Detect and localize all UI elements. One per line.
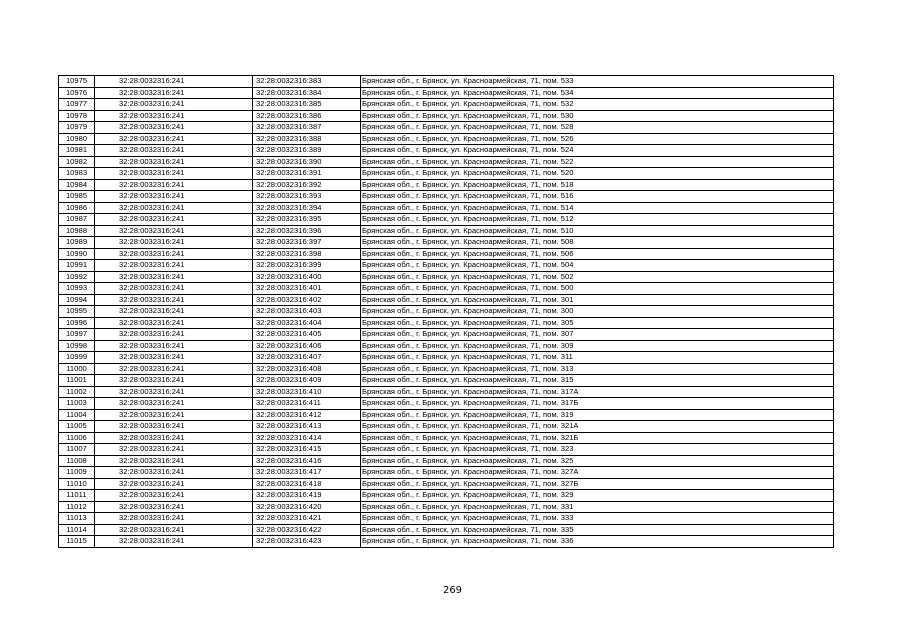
cadastral-number-cell: 32:28:0032316:392 [253, 179, 361, 191]
cadastral-number-cell: 32:28:0032316:387 [253, 122, 361, 134]
row-number-cell: 11002 [59, 386, 95, 398]
table-row [59, 444, 834, 456]
row-number-cell: 11004 [59, 409, 95, 421]
parent-cadastral-number-cell: 32:28:0032316:241 [95, 513, 253, 525]
row-number-cell: 10999 [59, 352, 95, 364]
parent-cadastral-number-cell: 32:28:0032316:241 [95, 202, 253, 214]
row-number-cell: 11001 [59, 375, 95, 387]
cadastral-number-cell: 32:28:0032316:410 [253, 386, 361, 398]
parent-cadastral-number-cell: 32:28:0032316:241 [95, 87, 253, 99]
row-number-cell: 10989 [59, 237, 95, 249]
address-cell: Брянская обл., г. Брянск, ул. Красноармейская, 71, пом. 522 [361, 156, 834, 168]
address-cell: Брянская обл., г. Брянск, ул. Красноармейская, 71, пом. 504 [361, 260, 834, 272]
parent-cadastral-number-cell: 32:28:0032316:241 [95, 248, 253, 260]
table-row [59, 352, 834, 364]
parent-cadastral-number-cell: 32:28:0032316:241 [95, 375, 253, 387]
cadastral-number-cell: 32:28:0032316:397 [253, 237, 361, 249]
address-cell: Брянская обл., г. Брянск, ул. Красноармейская, 71, пом. 317А [361, 386, 834, 398]
parent-cadastral-number-cell: 32:28:0032316:241 [95, 444, 253, 456]
parent-cadastral-number-cell: 32:28:0032316:241 [95, 306, 253, 318]
row-number-cell: 10993 [59, 283, 95, 295]
table-row [59, 191, 834, 203]
table-row [59, 294, 834, 306]
address-cell: Брянская обл., г. Брянск, ул. Красноармейская, 71, пом. 506 [361, 248, 834, 260]
address-cell: Брянская обл., г. Брянск, ул. Красноармейская, 71, пом. 329 [361, 490, 834, 502]
address-cell: Брянская обл., г. Брянск, ул. Красноармейская, 71, пом. 533 [361, 76, 834, 88]
parent-cadastral-number-cell: 32:28:0032316:241 [95, 398, 253, 410]
table-row [59, 283, 834, 295]
address-cell: Брянская обл., г. Брянск, ул. Красноармейская, 71, пом. 335 [361, 524, 834, 536]
row-number-cell: 10996 [59, 317, 95, 329]
cadastral-number-cell: 32:28:0032316:398 [253, 248, 361, 260]
parent-cadastral-number-cell: 32:28:0032316:241 [95, 168, 253, 180]
cadastral-number-cell: 32:28:0032316:403 [253, 306, 361, 318]
cadastral-number-cell: 32:28:0032316:405 [253, 329, 361, 341]
row-number-cell: 10983 [59, 168, 95, 180]
row-number-cell: 10985 [59, 191, 95, 203]
table-row [59, 87, 834, 99]
cadastral-number-cell: 32:28:0032316:383 [253, 76, 361, 88]
cadastral-number-cell: 32:28:0032316:411 [253, 398, 361, 410]
cadastral-number-cell: 32:28:0032316:390 [253, 156, 361, 168]
address-cell: Брянская обл., г. Брянск, ул. Красноармейская, 71, пом. 327А [361, 467, 834, 479]
parent-cadastral-number-cell: 32:28:0032316:241 [95, 421, 253, 433]
address-cell: Брянская обл., г. Брянск, ул. Красноармейская, 71, пом. 520 [361, 168, 834, 180]
table-row [59, 536, 834, 548]
parent-cadastral-number-cell: 32:28:0032316:241 [95, 122, 253, 134]
table-row [59, 76, 834, 88]
parent-cadastral-number-cell: 32:28:0032316:241 [95, 490, 253, 502]
cadastral-number-cell: 32:28:0032316:400 [253, 271, 361, 283]
cadastral-number-cell: 32:28:0032316:419 [253, 490, 361, 502]
cadastral-number-cell: 32:28:0032316:408 [253, 363, 361, 375]
row-number-cell: 11007 [59, 444, 95, 456]
parent-cadastral-number-cell: 32:28:0032316:241 [95, 455, 253, 467]
address-cell: Брянская обл., г. Брянск, ул. Красноармейская, 71, пом. 508 [361, 237, 834, 249]
registry-table [58, 75, 834, 548]
address-cell: Брянская обл., г. Брянск, ул. Красноармейская, 71, пом. 325 [361, 455, 834, 467]
row-number-cell: 10981 [59, 145, 95, 157]
table-row [59, 271, 834, 283]
table-row [59, 398, 834, 410]
table-row [59, 179, 834, 191]
table-row [59, 490, 834, 502]
cadastral-number-cell: 32:28:0032316:416 [253, 455, 361, 467]
cadastral-number-cell: 32:28:0032316:401 [253, 283, 361, 295]
row-number-cell: 10998 [59, 340, 95, 352]
cadastral-number-cell: 32:28:0032316:395 [253, 214, 361, 226]
row-number-cell: 10987 [59, 214, 95, 226]
table-row [59, 306, 834, 318]
table-row [59, 409, 834, 421]
cadastral-number-cell: 32:28:0032316:422 [253, 524, 361, 536]
row-number-cell: 11003 [59, 398, 95, 410]
row-number-cell: 11006 [59, 432, 95, 444]
row-number-cell: 10977 [59, 99, 95, 111]
table-row [59, 329, 834, 341]
parent-cadastral-number-cell: 32:28:0032316:241 [95, 283, 253, 295]
address-cell: Брянская обл., г. Брянск, ул. Красноармейская, 71, пом. 313 [361, 363, 834, 375]
table-row [59, 363, 834, 375]
parent-cadastral-number-cell: 32:28:0032316:241 [95, 156, 253, 168]
row-number-cell: 10984 [59, 179, 95, 191]
parent-cadastral-number-cell: 32:28:0032316:241 [95, 409, 253, 421]
row-number-cell: 10979 [59, 122, 95, 134]
table-row [59, 478, 834, 490]
row-number-cell: 10991 [59, 260, 95, 272]
row-number-cell: 11015 [59, 536, 95, 548]
cadastral-number-cell: 32:28:0032316:402 [253, 294, 361, 306]
row-number-cell: 10988 [59, 225, 95, 237]
parent-cadastral-number-cell: 32:28:0032316:241 [95, 225, 253, 237]
registry-table-body [59, 76, 834, 548]
row-number-cell: 11008 [59, 455, 95, 467]
table-row [59, 386, 834, 398]
address-cell: Брянская обл., г. Брянск, ул. Красноармейская, 71, пом. 530 [361, 110, 834, 122]
cadastral-number-cell: 32:28:0032316:394 [253, 202, 361, 214]
parent-cadastral-number-cell: 32:28:0032316:241 [95, 214, 253, 226]
parent-cadastral-number-cell: 32:28:0032316:241 [95, 260, 253, 272]
cadastral-number-cell: 32:28:0032316:418 [253, 478, 361, 490]
table-row [59, 455, 834, 467]
address-cell: Брянская обл., г. Брянск, ул. Красноармейская, 71, пом. 534 [361, 87, 834, 99]
address-cell: Брянская обл., г. Брянск, ул. Красноармейская, 71, пом. 323 [361, 444, 834, 456]
row-number-cell: 11013 [59, 513, 95, 525]
address-cell: Брянская обл., г. Брянск, ул. Красноармейская, 71, пом. 502 [361, 271, 834, 283]
parent-cadastral-number-cell: 32:28:0032316:241 [95, 110, 253, 122]
row-number-cell: 11005 [59, 421, 95, 433]
cadastral-number-cell: 32:28:0032316:384 [253, 87, 361, 99]
parent-cadastral-number-cell: 32:28:0032316:241 [95, 179, 253, 191]
table-row [59, 513, 834, 525]
parent-cadastral-number-cell: 32:28:0032316:241 [95, 467, 253, 479]
table-row [59, 214, 834, 226]
table-row [59, 501, 834, 513]
cadastral-number-cell: 32:28:0032316:388 [253, 133, 361, 145]
address-cell: Брянская обл., г. Брянск, ул. Красноармейская, 71, пом. 528 [361, 122, 834, 134]
table-row [59, 122, 834, 134]
address-cell: Брянская обл., г. Брянск, ул. Красноармейская, 71, пом. 315 [361, 375, 834, 387]
cadastral-number-cell: 32:28:0032316:386 [253, 110, 361, 122]
row-number-cell: 10995 [59, 306, 95, 318]
row-number-cell: 10997 [59, 329, 95, 341]
table-row [59, 237, 834, 249]
cadastral-number-cell: 32:28:0032316:417 [253, 467, 361, 479]
table-row [59, 110, 834, 122]
address-cell: Брянская обл., г. Брянск, ул. Красноармейская, 71, пом. 307 [361, 329, 834, 341]
address-cell: Брянская обл., г. Брянск, ул. Красноармейская, 71, пом. 526 [361, 133, 834, 145]
row-number-cell: 10982 [59, 156, 95, 168]
parent-cadastral-number-cell: 32:28:0032316:241 [95, 329, 253, 341]
row-number-cell: 11009 [59, 467, 95, 479]
parent-cadastral-number-cell: 32:28:0032316:241 [95, 294, 253, 306]
table-row [59, 317, 834, 329]
table-row [59, 133, 834, 145]
table-row [59, 432, 834, 444]
page-number: 269 [442, 585, 463, 596]
table-row [59, 156, 834, 168]
row-number-cell: 10994 [59, 294, 95, 306]
address-cell: Брянская обл., г. Брянск, ул. Красноармейская, 71, пом. 321Б [361, 432, 834, 444]
address-cell: Брянская обл., г. Брянск, ул. Красноармейская, 71, пом. 321А [361, 421, 834, 433]
parent-cadastral-number-cell: 32:28:0032316:241 [95, 501, 253, 513]
cadastral-number-cell: 32:28:0032316:412 [253, 409, 361, 421]
cadastral-number-cell: 32:28:0032316:413 [253, 421, 361, 433]
parent-cadastral-number-cell: 32:28:0032316:241 [95, 386, 253, 398]
row-number-cell: 10980 [59, 133, 95, 145]
address-cell: Брянская обл., г. Брянск, ул. Красноармейская, 71, пом. 301 [361, 294, 834, 306]
parent-cadastral-number-cell: 32:28:0032316:241 [95, 99, 253, 111]
table-row [59, 340, 834, 352]
address-cell: Брянская обл., г. Брянск, ул. Красноармейская, 71, пом. 317Б [361, 398, 834, 410]
cadastral-number-cell: 32:28:0032316:389 [253, 145, 361, 157]
row-number-cell: 11000 [59, 363, 95, 375]
table-row [59, 467, 834, 479]
parent-cadastral-number-cell: 32:28:0032316:241 [95, 271, 253, 283]
address-cell: Брянская обл., г. Брянск, ул. Красноармейская, 71, пом. 524 [361, 145, 834, 157]
parent-cadastral-number-cell: 32:28:0032316:241 [95, 352, 253, 364]
row-number-cell: 10976 [59, 87, 95, 99]
address-cell: Брянская обл., г. Брянск, ул. Красноармейская, 71, пом. 300 [361, 306, 834, 318]
address-cell: Брянская обл., г. Брянск, ул. Красноармейская, 71, пом. 500 [361, 283, 834, 295]
address-cell: Брянская обл., г. Брянск, ул. Красноармейская, 71, пом. 512 [361, 214, 834, 226]
parent-cadastral-number-cell: 32:28:0032316:241 [95, 317, 253, 329]
cadastral-number-cell: 32:28:0032316:414 [253, 432, 361, 444]
cadastral-number-cell: 32:28:0032316:391 [253, 168, 361, 180]
cadastral-number-cell: 32:28:0032316:393 [253, 191, 361, 203]
table-row [59, 145, 834, 157]
cadastral-number-cell: 32:28:0032316:421 [253, 513, 361, 525]
address-cell: Брянская обл., г. Брянск, ул. Красноармейская, 71, пом. 319 [361, 409, 834, 421]
row-number-cell: 11014 [59, 524, 95, 536]
cadastral-number-cell: 32:28:0032316:396 [253, 225, 361, 237]
row-number-cell: 10986 [59, 202, 95, 214]
cadastral-number-cell: 32:28:0032316:406 [253, 340, 361, 352]
table-row [59, 375, 834, 387]
parent-cadastral-number-cell: 32:28:0032316:241 [95, 340, 253, 352]
row-number-cell: 10990 [59, 248, 95, 260]
parent-cadastral-number-cell: 32:28:0032316:241 [95, 191, 253, 203]
row-number-cell: 10978 [59, 110, 95, 122]
parent-cadastral-number-cell: 32:28:0032316:241 [95, 478, 253, 490]
parent-cadastral-number-cell: 32:28:0032316:241 [95, 76, 253, 88]
parent-cadastral-number-cell: 32:28:0032316:241 [95, 133, 253, 145]
row-number-cell: 10992 [59, 271, 95, 283]
address-cell: Брянская обл., г. Брянск, ул. Красноармейская, 71, пом. 518 [361, 179, 834, 191]
cadastral-number-cell: 32:28:0032316:399 [253, 260, 361, 272]
parent-cadastral-number-cell: 32:28:0032316:241 [95, 432, 253, 444]
table-row [59, 524, 834, 536]
address-cell: Брянская обл., г. Брянск, ул. Красноармейская, 71, пом. 311 [361, 352, 834, 364]
row-number-cell: 11012 [59, 501, 95, 513]
table-row [59, 168, 834, 180]
table-row [59, 248, 834, 260]
row-number-cell: 11010 [59, 478, 95, 490]
cadastral-number-cell: 32:28:0032316:385 [253, 99, 361, 111]
row-number-cell: 10975 [59, 76, 95, 88]
address-cell: Брянская обл., г. Брянск, ул. Красноармейская, 71, пом. 336 [361, 536, 834, 548]
address-cell: Брянская обл., г. Брянск, ул. Красноармейская, 71, пом. 333 [361, 513, 834, 525]
parent-cadastral-number-cell: 32:28:0032316:241 [95, 524, 253, 536]
address-cell: Брянская обл., г. Брянск, ул. Красноармейская, 71, пом. 309 [361, 340, 834, 352]
address-cell: Брянская обл., г. Брянск, ул. Красноармейская, 71, пом. 305 [361, 317, 834, 329]
cadastral-number-cell: 32:28:0032316:407 [253, 352, 361, 364]
table-row [59, 260, 834, 272]
address-cell: Брянская обл., г. Брянск, ул. Красноармейская, 71, пом. 510 [361, 225, 834, 237]
address-cell: Брянская обл., г. Брянск, ул. Красноармейская, 71, пом. 532 [361, 99, 834, 111]
table-row [59, 421, 834, 433]
table-row [59, 99, 834, 111]
address-cell: Брянская обл., г. Брянск, ул. Красноармейская, 71, пом. 331 [361, 501, 834, 513]
cadastral-number-cell: 32:28:0032316:404 [253, 317, 361, 329]
row-number-cell: 11011 [59, 490, 95, 502]
parent-cadastral-number-cell: 32:28:0032316:241 [95, 145, 253, 157]
address-cell: Брянская обл., г. Брянск, ул. Красноармейская, 71, пом. 327Б [361, 478, 834, 490]
table-row [59, 225, 834, 237]
parent-cadastral-number-cell: 32:28:0032316:241 [95, 363, 253, 375]
cadastral-number-cell: 32:28:0032316:415 [253, 444, 361, 456]
cadastral-number-cell: 32:28:0032316:409 [253, 375, 361, 387]
parent-cadastral-number-cell: 32:28:0032316:241 [95, 536, 253, 548]
cadastral-number-cell: 32:28:0032316:420 [253, 501, 361, 513]
address-cell: Брянская обл., г. Брянск, ул. Красноармейская, 71, пом. 514 [361, 202, 834, 214]
address-cell: Брянская обл., г. Брянск, ул. Красноармейская, 71, пом. 516 [361, 191, 834, 203]
parent-cadastral-number-cell: 32:28:0032316:241 [95, 237, 253, 249]
cadastral-number-cell: 32:28:0032316:423 [253, 536, 361, 548]
table-row [59, 202, 834, 214]
